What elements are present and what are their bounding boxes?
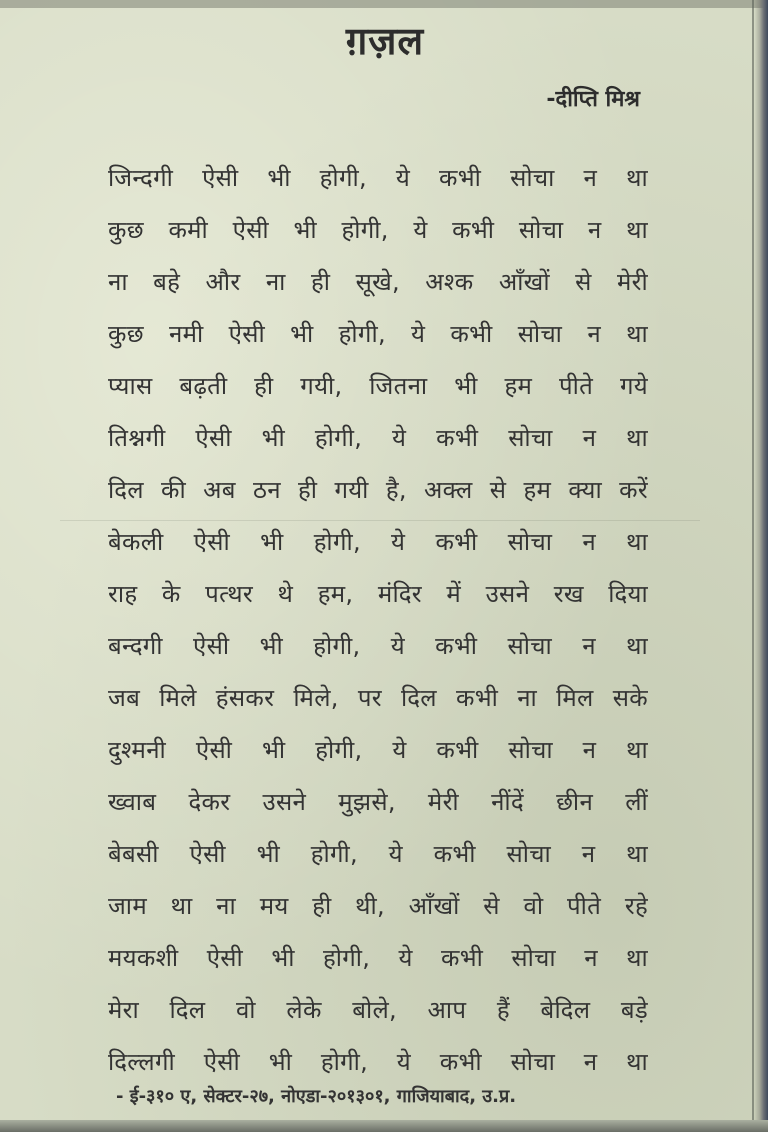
couplet: [108, 568, 648, 672]
couplet: [108, 152, 648, 256]
poem-line: दिल्लगी ऐसी भी होगी, ये कभी सोचा न था: [108, 1048, 648, 1076]
poem-body: [108, 152, 648, 1088]
poem-line: प्यास बढ़ती ही गयी, जितना भी हम पीते गये: [108, 372, 648, 400]
poem-line: राह के पत्थर थे हम, मंदिर में उसने रख दिया: [108, 580, 648, 608]
poem-line: बेकली ऐसी भी होगी, ये कभी सोचा न था: [108, 528, 648, 556]
poem-line: कुछ नमी ऐसी भी होगी, ये कभी सोचा न था: [108, 320, 648, 348]
scan-edge: [754, 0, 768, 1132]
couplet: [108, 672, 648, 776]
couplet: [108, 464, 648, 568]
couplet: [108, 984, 648, 1088]
couplet: [108, 360, 648, 464]
poem-line: दुश्मनी ऐसी भी होगी, ये कभी सोचा न था: [108, 736, 648, 764]
bottom-edge: [0, 1120, 768, 1132]
poem-line: मयकशी ऐसी भी होगी, ये कभी सोचा न था: [108, 944, 648, 972]
poem-line: जब मिले हंसकर मिले, पर दिल कभी ना मिल सके: [108, 684, 648, 712]
poem-line: कुछ कमी ऐसी भी होगी, ये कभी सोचा न था: [108, 216, 648, 244]
poem-line: ख्वाब देकर उसने मुझसे, मेरी नींदें छीन लीं: [108, 788, 648, 816]
couplet: [108, 256, 648, 360]
poem-title: ग़ज़ल: [345, 19, 425, 63]
poem-line: बन्दगी ऐसी भी होगी, ये कभी सोचा न था: [108, 632, 648, 660]
poem-line: तिश्नगी ऐसी भी होगी, ये कभी सोचा न था: [108, 424, 648, 452]
poem-line: जिन्दगी ऐसी भी होगी, ये कभी सोचा न था: [108, 164, 648, 192]
poem-line: ना बहे और ना ही सूखे, अश्क आँखों से मेरी: [108, 268, 648, 296]
top-border: [0, 0, 768, 8]
poem-line: बेबसी ऐसी भी होगी, ये कभी सोचा न था: [108, 840, 648, 868]
author-address: - ई-३१० ए, सेक्टर-२७, नोएडा-२०१३०१, गाजियाबाद, उ.प्र.: [116, 1086, 517, 1107]
poem-line: जाम था ना मय ही थी, आँखों से वो पीते रहे: [108, 892, 648, 920]
couplet: [108, 776, 648, 880]
poem-line: दिल की अब ठन ही गयी है, अक्ल से हम क्या करें: [108, 476, 648, 504]
poem-line: मेरा दिल वो लेके बोले, आप हैं बेदिल बड़े: [108, 996, 648, 1024]
poem-author: -दीप्ति मिश्र: [546, 87, 640, 112]
couplet: [108, 880, 648, 984]
